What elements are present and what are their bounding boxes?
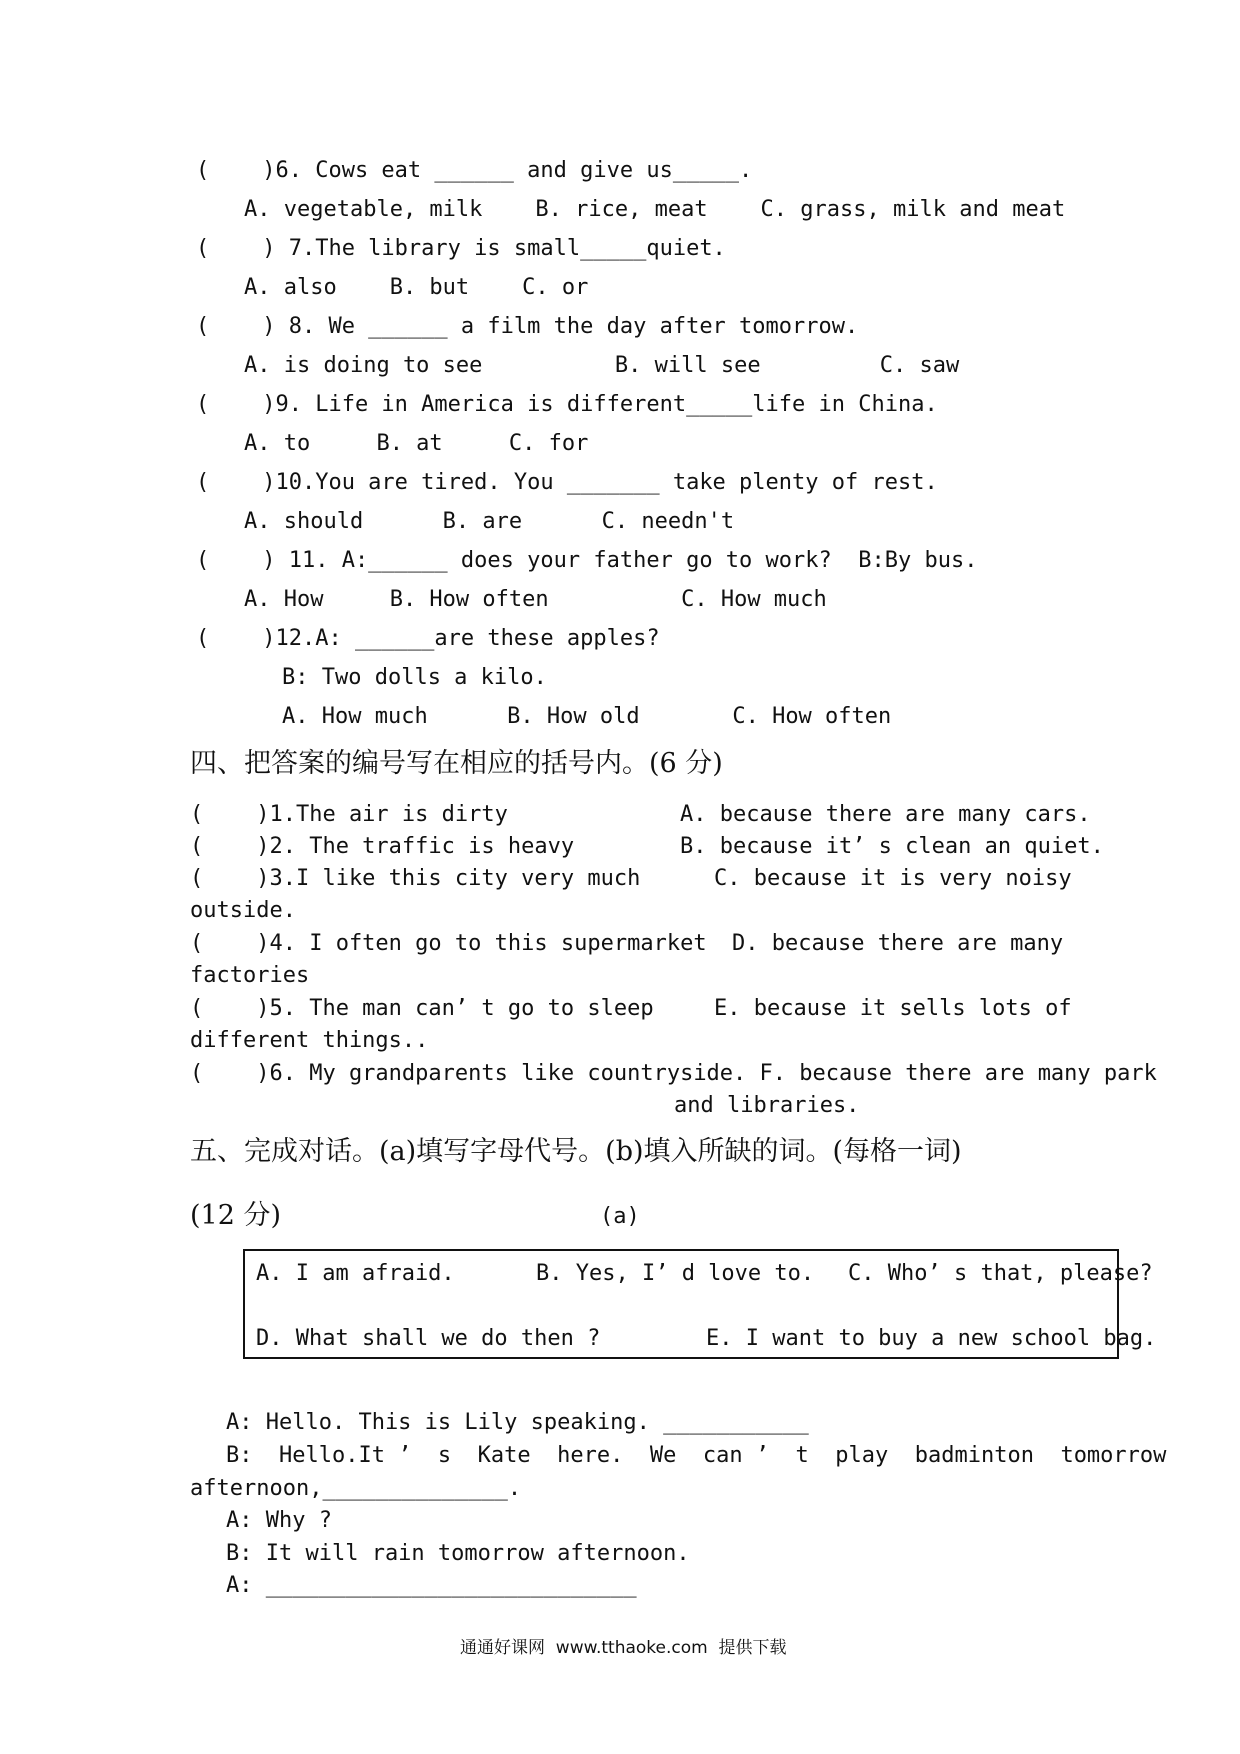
box-option-a: A. I am afraid. <box>256 1261 455 1286</box>
match-line-3-cont: outside. <box>190 898 296 923</box>
q12-stem: ( )12.A: ______are these apples? <box>196 626 660 651</box>
match-answer-c: C. because it is very noisy <box>714 866 1072 891</box>
dialogue-line-1: A: Hello. This is Lily speaking. ___________ <box>226 1410 809 1435</box>
match-line-1: ( )1.The air is dirty <box>190 802 508 827</box>
q9-options: A. to B. at C. for <box>244 431 589 456</box>
match-answer-a: A. because there are many cars. <box>680 802 1091 827</box>
box-option-c: C. Who’ s that, please? <box>848 1261 1153 1286</box>
match-line-5-cont: different things.. <box>190 1028 429 1053</box>
dialogue-line-2: B: Hello.It ’ s Kate here. We can ’ t play badminton tomorrow <box>226 1443 1167 1468</box>
box-option-e: E. I want to buy a new school bag. <box>706 1326 1157 1351</box>
q7-options: A. also B. but C. or <box>244 275 589 300</box>
match-answer-e: E. because it sells lots of <box>714 996 1072 1021</box>
match-line-4: ( )4. I often go to this supermarket <box>190 931 707 956</box>
dialogue-line-3: A: Why ? <box>226 1508 332 1533</box>
section5-score: (12 分) <box>190 1200 282 1231</box>
match-line-6: ( )6. My grandparents like countryside. F. because there are many park <box>190 1061 1157 1086</box>
dialogue-line-2-cont: afternoon,______________. <box>190 1476 522 1501</box>
dialogue-line-5: A: ____________________________ <box>226 1573 637 1598</box>
page-footer: 通通好课网 www.tthaoke.com 提供下载 <box>460 1638 787 1658</box>
dialogue-line-4: B: It will rain tomorrow afternoon. <box>226 1541 690 1566</box>
section5-heading: 五、完成对话。(a)填写字母代号。(b)填入所缺的词。(每格一词) <box>190 1136 962 1167</box>
match-line-4-cont: factories <box>190 963 310 988</box>
q9-stem: ( )9. Life in America is different_____life in China. <box>196 392 938 417</box>
match-line-3: ( )3.I like this city very much <box>190 866 641 891</box>
part-a-label: (a) <box>600 1204 640 1229</box>
q11-options: A. How B. How often C. How much <box>244 587 827 612</box>
q10-stem: ( )10.You are tired. You _______ take plenty of rest. <box>196 470 938 495</box>
q12-reply: B: Two dolls a kilo. <box>282 665 547 690</box>
match-answer-f-cont: and libraries. <box>674 1093 860 1118</box>
q8-stem: ( ) 8. We ______ a film the day after tomorrow. <box>196 314 859 339</box>
q7-stem: ( ) 7.The library is small_____quiet. <box>196 236 726 261</box>
q12-options: A. How much B. How old C. How often <box>282 704 892 729</box>
match-line-2: ( )2. The traffic is heavy <box>190 834 575 859</box>
q8-options: A. is doing to see B. will see C. saw <box>244 353 960 378</box>
q10-options: A. should B. are C. needn't <box>244 509 735 534</box>
match-line-5: ( )5. The man can’ t go to sleep <box>190 996 654 1021</box>
box-option-d: D. What shall we do then ? <box>256 1326 601 1351</box>
box-option-b: B. Yes, I’ d love to. <box>536 1261 815 1286</box>
match-answer-d: D. because there are many <box>732 931 1064 956</box>
section4-heading: 四、把答案的编号写在相应的括号内。(6 分) <box>190 748 723 779</box>
q11-stem: ( ) 11. A:______ does your father go to work? B:By bus. <box>196 548 978 573</box>
q6-stem: ( )6. Cows eat ______ and give us_____. <box>196 158 753 183</box>
match-answer-b: B. because it’ s clean an quiet. <box>680 834 1104 859</box>
q6-options: A. vegetable, milk B. rice, meat C. grass, milk and meat <box>244 197 1066 222</box>
